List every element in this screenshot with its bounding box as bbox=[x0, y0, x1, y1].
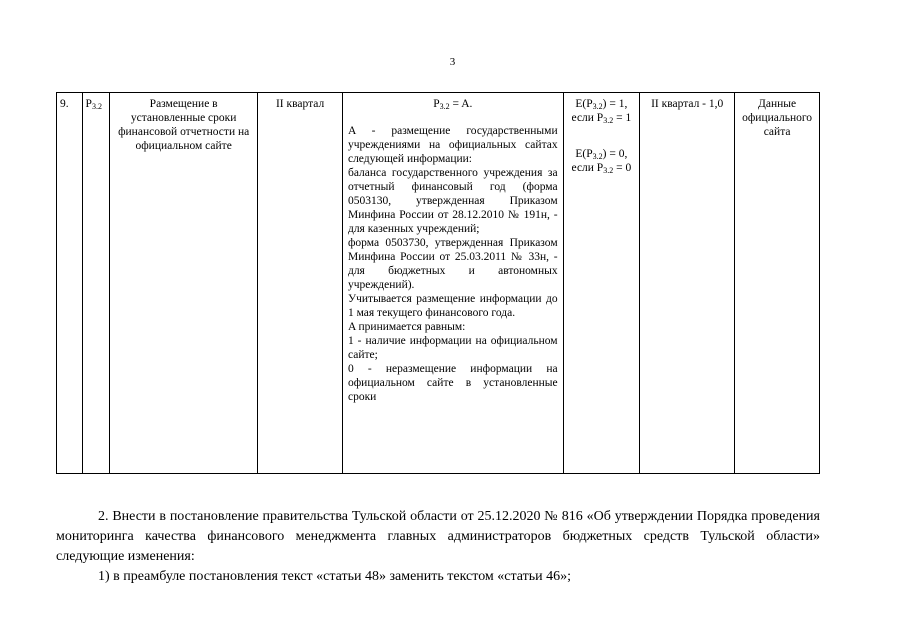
paragraph-amendment: 2. Внести в постановление правительства Тульской области от 25.12.2020 № 816 «Об утверждении Порядка проведения мониторинга качества финансового менеджмента главных администраторов бюджетных средств Тульской области» следующие изменения: bbox=[56, 509, 820, 564]
indicator-name: Размещение в установленные сроки финансовой отчетности на официальном сайте bbox=[110, 93, 258, 474]
formula-line: Учитывается размещение информации до 1 мая текущего финансового года. bbox=[347, 293, 558, 319]
table-row bbox=[57, 93, 820, 474]
indicator-code bbox=[82, 93, 110, 474]
data-source: Данные официального сайта bbox=[735, 93, 820, 474]
formula-line: баланса государственного учреждения за отчетный финансовый год (форма 0503130, утвержденная Приказом Минфина России от 28.12.2010 № 191н, - для казенных учреждений; bbox=[347, 167, 558, 235]
formula-line: A - размещение государственными учреждениями на официальных сайтах следующей информации: bbox=[347, 125, 558, 165]
max-score: II квартал - 1,0 bbox=[640, 93, 735, 474]
row-number: 9. bbox=[57, 93, 83, 474]
formula-line: 0 - неразмещение информации на официальном сайте в установленные сроки bbox=[347, 363, 558, 403]
evaluation-rule: $E(P_{3.2}) = 1$, если $P_{3.2} = 1$ bbox=[571, 98, 632, 125]
formula-line: 1 - наличие информации на официальном сайте; bbox=[347, 335, 558, 361]
indicator-code-main: P bbox=[85, 98, 92, 110]
evaluation-cell bbox=[563, 93, 640, 474]
evaluation-rule: $E(P_{3.2}) = 0$, если $P_{3.2} = 0$ bbox=[571, 148, 632, 175]
indicator-formula-cell bbox=[342, 93, 563, 474]
indicator-period: II квартал bbox=[258, 93, 343, 474]
paragraph-preamble-change: 1) в преамбуле постановления текст «статьи 48» заменить текстом «статьи 46»; bbox=[98, 569, 572, 584]
indicator-table bbox=[56, 92, 820, 474]
page-number: 3 bbox=[449, 56, 456, 68]
formula: $P_{3.2} = A$. bbox=[433, 98, 473, 111]
formula-line: форма 0503730, утвержденная Приказом Минфина России от 25.03.2011 № 33н, - для бюджетных и автономных учреждений). bbox=[347, 237, 558, 291]
formula-line: A принимается равным: bbox=[347, 321, 466, 333]
indicator-code-sub: 3.2 bbox=[91, 102, 102, 111]
